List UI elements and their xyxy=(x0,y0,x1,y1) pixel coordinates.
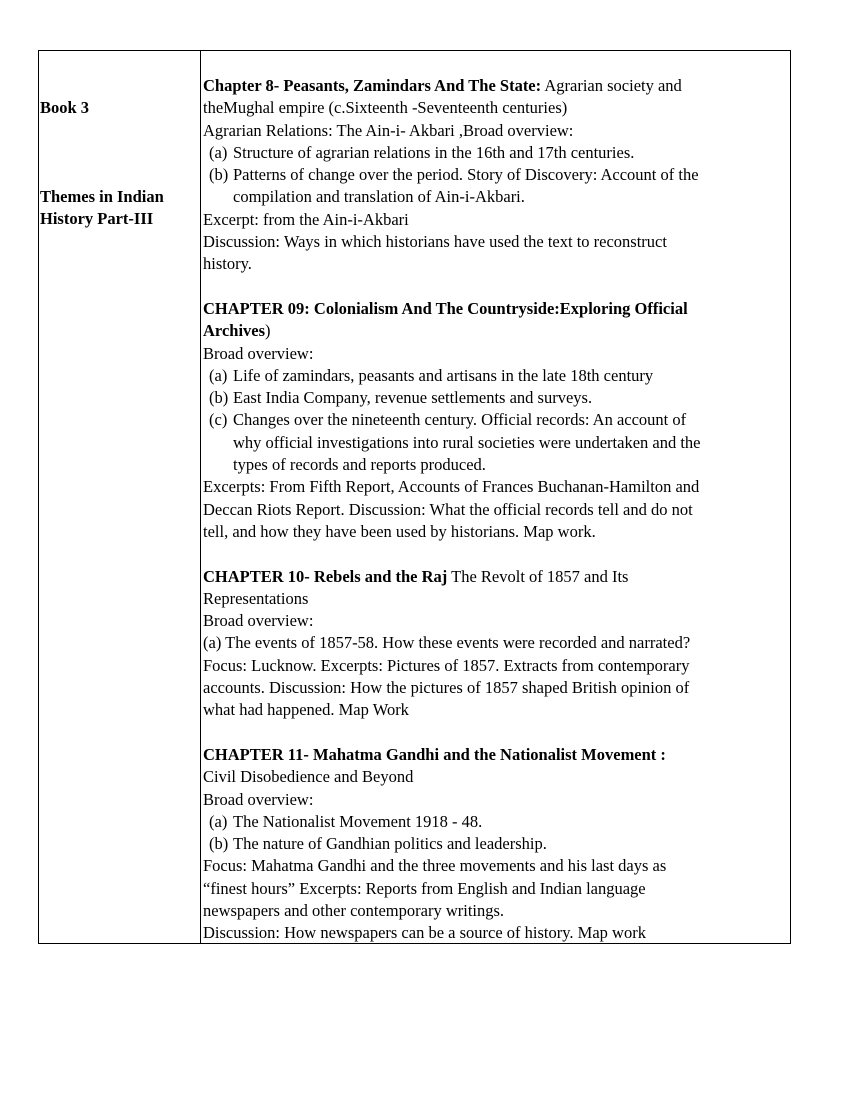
text-line: Broad overview: xyxy=(203,611,314,631)
chapter-heading xyxy=(203,320,789,342)
list-item xyxy=(203,387,789,409)
list-marker: (a) xyxy=(209,811,228,831)
text-line: Agrarian Relations: The Ain-i- Akbari ,Broad overview: xyxy=(203,120,574,140)
chapter-title: Chapter 8- Peasants, Zamindars And The State: xyxy=(203,76,542,95)
chapter-subtitle: The Revolt of 1857 and Its xyxy=(447,566,629,586)
book-label: Book 3 xyxy=(40,98,90,117)
chapter-10 xyxy=(203,566,789,722)
text-line: theMughal empire (c.Sixteenth -Seventeenth centuries) xyxy=(203,98,568,118)
list-item xyxy=(203,409,789,476)
list-item xyxy=(203,365,789,387)
list-item xyxy=(203,811,789,833)
list-item-text: The Nationalist Movement 1918 - 48. xyxy=(233,811,483,831)
chapter-8 xyxy=(203,75,789,276)
list-item-text: Changes over the nineteenth century. Official records: An account of xyxy=(233,410,687,430)
syllabus-table xyxy=(38,50,791,944)
list-item-text: Life of zamindars, peasants and artisans in the late 18th century xyxy=(233,365,654,385)
list-marker: (b) xyxy=(209,165,229,185)
list-item-text: compilation and translation of Ain-i-Akbari. xyxy=(233,187,525,207)
list-marker: (a) xyxy=(209,365,228,385)
list-item-text: why official investigations into rural societies were undertaken and the xyxy=(233,432,701,452)
chapter-heading xyxy=(203,566,789,588)
text-line: Broad overview: xyxy=(203,343,314,363)
chapter-title-cont: Archives xyxy=(203,321,266,341)
text-line: Discussion: Ways in which historians have used the text to reconstruct xyxy=(203,232,667,252)
chapter-heading xyxy=(203,75,789,97)
text-line: Focus: Lucknow. Excerpts: Pictures of 1857. Extracts from contemporary xyxy=(203,655,690,675)
list-item-text: Patterns of change over the period. Story of Discovery: Account of the xyxy=(233,165,699,185)
chapter-subtitle: ) xyxy=(265,321,271,341)
list-item xyxy=(203,164,789,209)
chapter-11 xyxy=(203,744,789,945)
themes-line: History Part-III xyxy=(40,209,154,229)
themes-line: Themes in Indian xyxy=(40,187,164,206)
chapter-title: CHAPTER 11- Mahatma Gandhi and the Nationalist Movement : xyxy=(203,744,666,764)
chapters-column xyxy=(202,51,790,943)
text-line: Civil Disobedience and Beyond xyxy=(203,767,414,787)
text-line: Discussion: How newspapers can be a source of history. Map work xyxy=(203,923,646,943)
chapter-title: CHAPTER 10- Rebels and the Raj xyxy=(203,566,448,586)
text-line: Broad overview: xyxy=(203,789,314,809)
list-marker: (c) xyxy=(209,410,228,430)
text-line: newspapers and other contemporary writings. xyxy=(203,900,505,920)
list-marker: (b) xyxy=(209,388,229,408)
text-line: Focus: Mahatma Gandhi and the three movements and his last days as xyxy=(203,856,667,876)
list-marker: (a) xyxy=(209,142,228,162)
chapters-content xyxy=(203,75,789,945)
book-column xyxy=(39,51,201,943)
text-line: history. xyxy=(203,254,252,274)
text-line: accounts. Discussion: How the pictures of 1857 shaped British opinion of xyxy=(203,678,690,698)
text-line: Excerpts: From Fifth Report, Accounts of Frances Buchanan-Hamilton and xyxy=(203,477,700,497)
text-line: Representations xyxy=(203,588,309,608)
text-line: (a) The events of 1857-58. How these events were recorded and narrated? xyxy=(203,633,691,653)
list-marker: (b) xyxy=(209,834,229,854)
list-item xyxy=(203,833,789,855)
list-item-text: The nature of Gandhian politics and leadership. xyxy=(233,834,547,854)
chapter-title: CHAPTER 09: Colonialism And The Countryside:Exploring Official xyxy=(203,298,688,318)
themes-label xyxy=(40,186,164,231)
list-item-text: types of records and reports produced. xyxy=(233,455,486,475)
list-item-text: East India Company, revenue settlements and surveys. xyxy=(233,388,593,408)
list-item xyxy=(203,142,789,164)
chapter-subtitle: Agrarian society and xyxy=(541,76,682,95)
text-line: what had happened. Map Work xyxy=(203,700,409,720)
text-line: tell, and how they have been used by historians. Map work. xyxy=(203,521,596,541)
text-line: Excerpt: from the Ain-i-Akbari xyxy=(203,209,409,229)
text-line: Deccan Riots Report. Discussion: What the official records tell and do not xyxy=(203,499,693,519)
chapter-9 xyxy=(203,298,789,543)
text-line: “finest hours” Excerpts: Reports from English and Indian language xyxy=(203,878,646,898)
list-item-text: Structure of agrarian relations in the 16th and 17th centuries. xyxy=(233,142,635,162)
